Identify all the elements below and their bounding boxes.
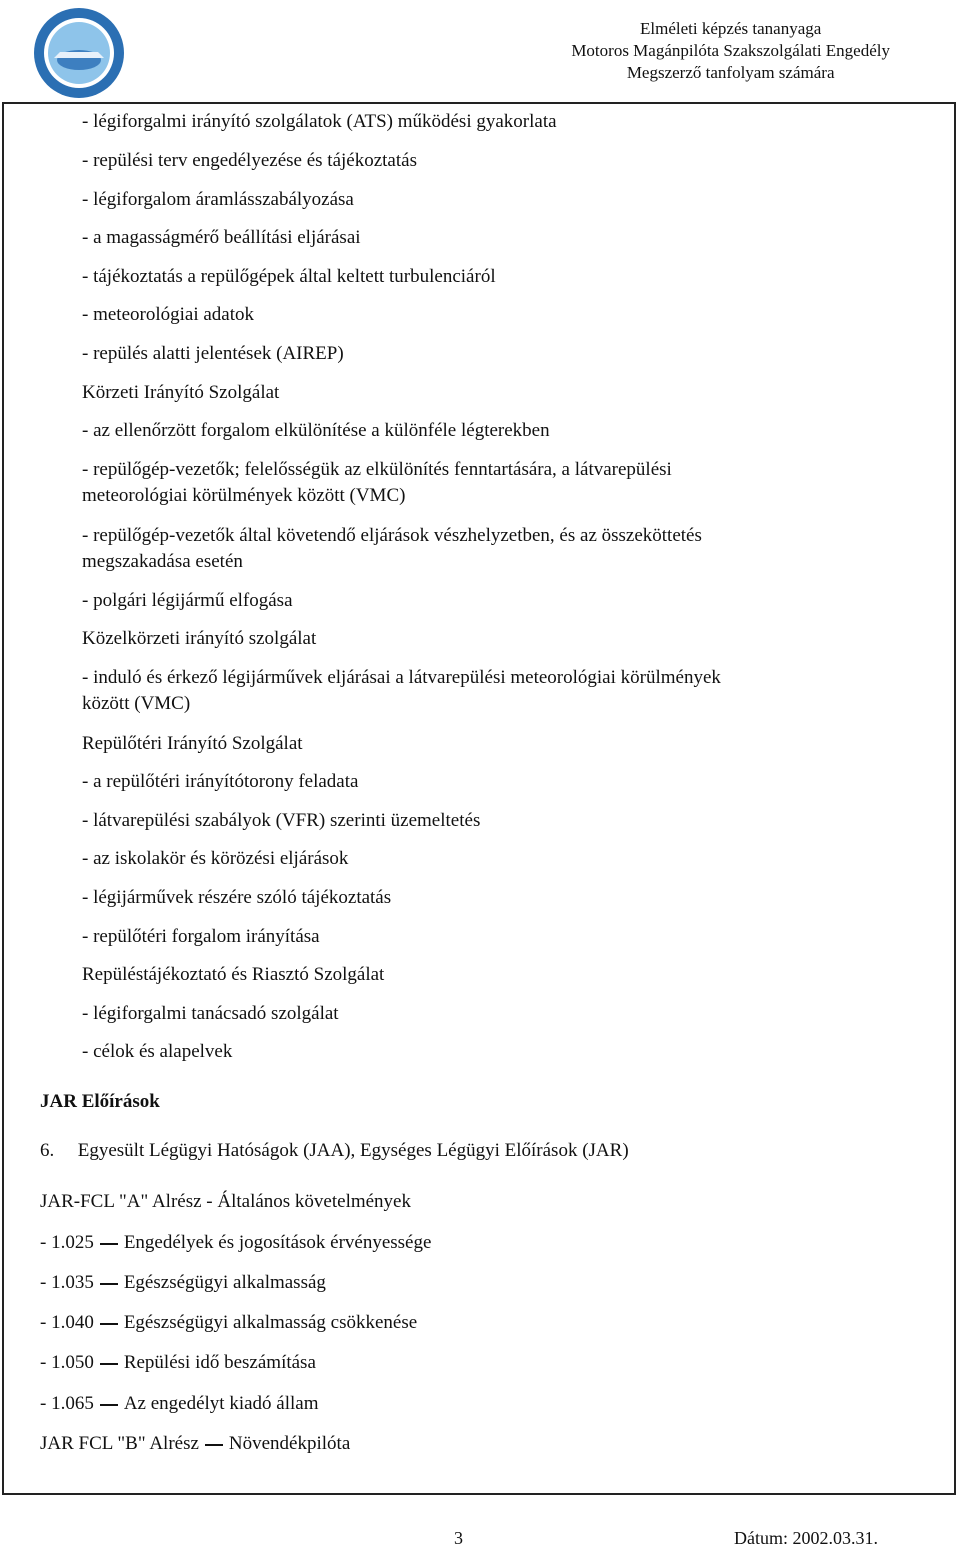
- requirement-text: Engedélyek és jogosítások érvényessége: [123, 1232, 432, 1253]
- section-label: Repüléstájékoztató és Riasztó Szolgálat: [82, 964, 385, 985]
- logo-seal: [32, 6, 126, 100]
- text-line: - a magasságmérő beállítási eljárásai: [82, 227, 361, 248]
- text-line: - célok és alapelvek: [82, 1041, 233, 1062]
- dash-separator: [100, 1363, 118, 1365]
- section-label: Közelkörzeti irányító szolgálat: [82, 628, 317, 649]
- text-line: meteorológiai körülmények között (VMC): [82, 485, 406, 506]
- page-number: 3: [454, 1528, 463, 1548]
- requirement-text: Repülési idő beszámítása: [123, 1352, 316, 1373]
- section-label: Repülőtéri Irányító Szolgálat: [82, 733, 303, 754]
- text-line: - repülőgép-vezetők; felelősségük az elkülönítés fenntartására, a látvarepülési: [82, 459, 672, 480]
- item-number: 6.: [40, 1140, 55, 1161]
- requirement-code: - 1.035: [40, 1272, 94, 1293]
- dash-separator: [205, 1444, 223, 1446]
- footer-date: Dátum: 2002.03.31.: [734, 1528, 878, 1548]
- subpart-a-heading: JAR-FCL "A" Alrész - Általános követelmények: [40, 1191, 411, 1212]
- requirement-row: [40, 1350, 316, 1376]
- requirement-text: Az engedélyt kiadó állam: [123, 1393, 319, 1414]
- subpart-b-code: JAR FCL "B" Alrész: [40, 1433, 199, 1454]
- text-line: - légiforgalmi tanácsadó szolgálat: [82, 1003, 339, 1024]
- jar-heading: JAR Előírások: [40, 1091, 160, 1112]
- text-line: - légijárművek részére szóló tájékoztatás: [82, 887, 392, 908]
- text-line: - induló és érkező légijárművek eljárásai a látvarepülési meteorológiai körülmények: [82, 667, 721, 688]
- dash-separator: [100, 1243, 118, 1245]
- dash-separator: [100, 1323, 118, 1325]
- subpart-b-heading: [40, 1431, 350, 1457]
- requirement-text: Egészségügyi alkalmasság: [123, 1272, 326, 1293]
- dash-separator: [100, 1404, 118, 1406]
- numbered-item-6: [40, 1138, 629, 1164]
- requirement-row: [40, 1230, 431, 1256]
- header-line-2: Motoros Magánpilóta Szakszolgálati Engedély: [571, 41, 890, 60]
- requirement-code: - 1.065: [40, 1393, 94, 1414]
- text-line: - látvarepülési szabályok (VFR) szerinti üzemeltetés: [82, 810, 481, 831]
- text-line: megszakadása esetén: [82, 551, 243, 572]
- text-line: - repülőtéri forgalom irányítása: [82, 926, 320, 947]
- text-line: - légiforgalom áramlásszabályozása: [82, 189, 354, 210]
- text-line: - polgári légijármű elfogása: [82, 590, 293, 611]
- requirement-text: Egészségügyi alkalmasság csökkenése: [123, 1312, 418, 1333]
- text-line: - az iskolakör és körözési eljárások: [82, 848, 349, 869]
- requirement-code: - 1.025: [40, 1232, 94, 1253]
- header-line-1: Elméleti képzés tananyaga: [640, 19, 822, 38]
- text-line: - légiforgalmi irányító szolgálatok (ATS) működési gyakorlata: [82, 111, 557, 132]
- text-line: - repülési terv engedélyezése és tájékoztatás: [82, 150, 417, 171]
- item-text: Egyesült Légügyi Hatóságok (JAA), Egységes Légügyi Előírások (JAR): [77, 1140, 629, 1161]
- requirement-row: [40, 1391, 319, 1417]
- text-line: - meteorológiai adatok: [82, 304, 254, 325]
- text-line: - a repülőtéri irányítótorony feladata: [82, 771, 359, 792]
- text-line: - az ellenőrzött forgalom elkülönítése a különféle légterekben: [82, 420, 550, 441]
- text-line: - repülés alatti jelentések (AIREP): [82, 343, 344, 364]
- page-header: [571, 18, 890, 84]
- text-line: - repülőgép-vezetők által követendő eljárások vészhelyzetben, és az összeköttetés: [82, 525, 702, 546]
- requirement-code: - 1.040: [40, 1312, 94, 1333]
- section-label: Körzeti Irányító Szolgálat: [82, 382, 280, 403]
- subpart-b-text: Növendékpilóta: [228, 1433, 351, 1454]
- requirement-row: [40, 1310, 417, 1336]
- requirement-code: - 1.050: [40, 1352, 94, 1373]
- text-line: között (VMC): [82, 693, 191, 714]
- dash-separator: [100, 1283, 118, 1285]
- header-line-3: Megszerző tanfolyam számára: [626, 63, 835, 82]
- text-line: - tájékoztatás a repülőgépek által keltett turbulenciáról: [82, 266, 496, 287]
- requirement-row: [40, 1270, 326, 1296]
